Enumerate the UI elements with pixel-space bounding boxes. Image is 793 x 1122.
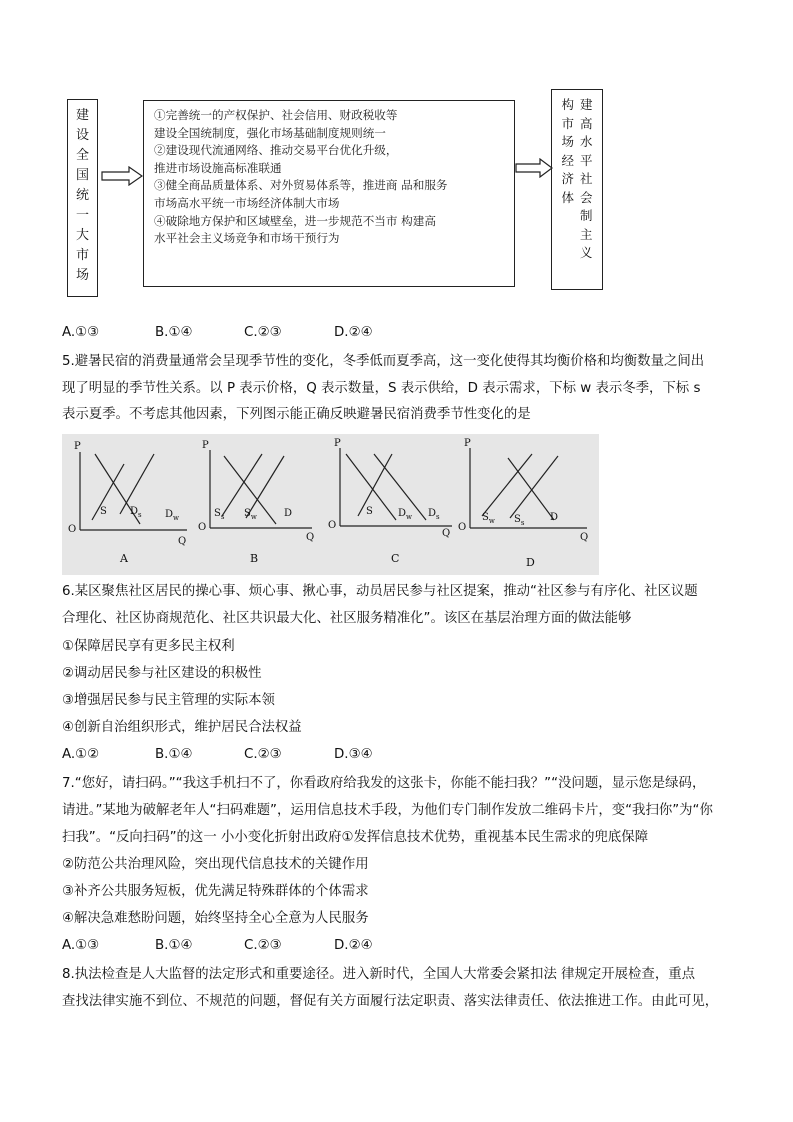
diagram-center-line: 水平社会主义场竞争和市场干预行为 — [154, 231, 340, 246]
vertical-char: 经 — [561, 152, 574, 168]
diagram-center-line: 推进市场设施高标准联通 — [154, 160, 282, 175]
q6-item: ②调动居民参与社区建设的积极性 — [62, 666, 262, 681]
curve-label: $D_s$ — [428, 508, 440, 521]
vertical-char: 市 — [561, 115, 574, 131]
axis-p-label: P — [74, 441, 81, 452]
q7-text: 7.“您好，请扫码。”“我这手机扫不了，你看政府给我发的这张卡，你能不能扫我？”“没问题，显示您是绿码， — [62, 776, 706, 791]
q5-graphs-photo — [62, 434, 599, 575]
q7-item: ②防范公共治理风险，突出现代信息技术的关键作用 — [62, 857, 369, 872]
diagram-right-box — [551, 89, 603, 290]
q6-item: ④创新自治组织形式，维护居民合法权益 — [62, 720, 302, 735]
q8-text: 8.执法检查是人大监督的法定形式和重要途径。进入新时代，全国人大常委会紧扣法 律规定开展检查，重点 — [62, 967, 695, 982]
option-b[interactable]: B.①④ — [155, 747, 193, 762]
option-b[interactable]: B.①④ — [155, 325, 193, 340]
graph-c — [328, 438, 452, 565]
vertical-char: 市 — [75, 248, 89, 263]
curve-label: D — [284, 508, 293, 519]
diagram-left-title — [68, 100, 97, 286]
q8-text: 查找法律实施不到位、不规范的问题，督促有关方面履行法定职责、落实法律责任、依法推进工作。由此可见， — [62, 994, 719, 1009]
vertical-char: 制 — [580, 208, 593, 223]
vertical-char: 全 — [75, 148, 89, 163]
axis-origin-label: O — [458, 522, 467, 533]
vertical-char: 场 — [75, 268, 89, 283]
option-c[interactable]: C.②③ — [244, 325, 282, 340]
vertical-char: 设 — [75, 128, 89, 143]
option-d[interactable]: D.②④ — [334, 938, 373, 953]
vertical-char: 建 — [75, 108, 89, 123]
q7-text: 请进。”某地为破解老年人“扫码难题”，运用信息技术手段，为他们专门制作发放二维码卡片，变“我扫你”为“你 — [62, 803, 713, 818]
curve-label: $S_s$ — [214, 508, 225, 521]
option-b[interactable]: B.①④ — [155, 938, 193, 953]
axis-q-label: Q — [306, 532, 315, 543]
diagram-center-box — [143, 100, 515, 287]
q6-item: ①保障居民享有更多民主权利 — [62, 639, 235, 654]
option-a[interactable]: A.①② — [62, 747, 100, 762]
axis-p-label: P — [202, 440, 209, 451]
q7-item: ④解决急难愁盼问题，始终坚持全心全意为人民服务 — [62, 911, 369, 926]
curve-label: $S_w$ — [482, 512, 495, 525]
graph-caption: C — [391, 552, 400, 565]
curve-label: $S_w$ — [244, 508, 257, 521]
axis-p-label: P — [334, 438, 341, 449]
diagram-right-col — [561, 96, 574, 263]
option-a[interactable]: A.①③ — [62, 325, 100, 340]
q6-text: 合理化、社区协商规范化、社区共识最大化、社区服务精准化”。该区在基层治理方面的做法能够 — [62, 611, 632, 626]
curve-label: S — [100, 506, 107, 517]
q7-item: ③补齐公共服务短板，优先满足特殊群体的个体需求 — [62, 884, 369, 899]
option-a[interactable]: A.①③ — [62, 938, 100, 953]
vertical-char: 大 — [75, 228, 89, 243]
vertical-char: 主 — [580, 226, 593, 242]
diagram-center-line: ③健全商品质量体系、对外贸易体系等，推进商 品和服务 — [154, 178, 448, 193]
curve-label: $D_w$ — [165, 509, 180, 522]
diagram-center-line: ②建设现代流通网络、推动交易平台优化升级， — [154, 143, 398, 158]
curve-label: $D_s$ — [130, 506, 142, 519]
q6-text: 6.某区聚焦社区居民的操心事、烦心事、揪心事，动员居民参与社区提案，推动“社区参与有序化、社区议题 — [62, 584, 698, 599]
diagram-right-col — [580, 96, 593, 263]
diagram-center-line: ④破除地方保护和区域壁垒，进一步规范不当市 构建高 — [154, 213, 436, 228]
vertical-char: 高 — [580, 115, 593, 131]
q5-text: 5.避暑民宿的消费量通常会呈现季节性的变化，冬季低而夏季高，这一变化使得其均衡价格和均衡数量之间出 — [62, 354, 705, 369]
axis-p-label: P — [464, 438, 471, 449]
axis-q-label: Q — [580, 532, 589, 543]
vertical-char: 社 — [580, 171, 593, 186]
axis-q-label: Q — [442, 528, 451, 539]
q7-text: 扫我”。“反向扫码”的这一 小小变化折射出政府①发挥信息技术优势，重视基本民生需求的兜底保障 — [62, 830, 649, 845]
graph-b — [198, 440, 314, 565]
axis-origin-label: O — [198, 522, 207, 533]
diagram-left-box — [67, 99, 98, 297]
diagram-center-line: 建设全国统制度，强化市场基础制度规则统一 — [154, 125, 386, 140]
graph-caption: B — [250, 552, 259, 565]
vertical-char: 构 — [561, 97, 574, 112]
vertical-char: 水 — [580, 134, 593, 149]
q5-text: 表示夏季。不考虑其他因素，下列图示能正确反映避暑民宿消费季节性变化的是 — [62, 407, 531, 422]
graph-caption: D — [526, 556, 535, 569]
curve-label: $D_w$ — [398, 508, 413, 521]
axis-origin-label: O — [68, 524, 77, 535]
vertical-char: 统 — [75, 188, 89, 203]
axis-q-label: Q — [178, 536, 187, 547]
curve-label: D — [550, 512, 559, 523]
option-c[interactable]: C.②③ — [244, 938, 282, 953]
arrow-right-icon — [101, 166, 143, 186]
graph-a — [68, 441, 187, 565]
q5-text: 现了明显的季节性关系。以 P 表示价格，Q 表示数量，S 表示供给，D 表示需求，下标 w 表示冬季，下标 s — [62, 381, 701, 396]
option-d[interactable]: D.②④ — [334, 325, 373, 340]
graph-d — [458, 438, 588, 569]
vertical-char: 义 — [580, 245, 593, 260]
vertical-char: 一 — [75, 208, 89, 223]
q6-item: ③增强居民参与民主管理的实际本领 — [62, 693, 275, 708]
vertical-char: 国 — [75, 168, 89, 183]
curve-label: S — [366, 506, 373, 517]
arrow-right-icon — [515, 158, 553, 178]
vertical-char: 建 — [580, 97, 593, 112]
option-d[interactable]: D.③④ — [334, 747, 373, 762]
diagram-center-line: ①完善统一的产权保护、社会信用、财政税收等 — [154, 108, 398, 122]
diagram-center-line: 市场高水平统一市场经济体制大市场 — [154, 195, 340, 210]
curve-label: $S_s$ — [514, 514, 525, 527]
vertical-char: 济 — [561, 171, 574, 186]
vertical-char: 会 — [580, 189, 593, 205]
vertical-char: 体 — [561, 189, 574, 205]
vertical-char: 场 — [561, 134, 574, 149]
axis-origin-label: O — [328, 520, 337, 531]
option-c[interactable]: C.②③ — [244, 747, 282, 762]
graph-caption: A — [120, 552, 128, 565]
vertical-char: 平 — [580, 152, 593, 168]
